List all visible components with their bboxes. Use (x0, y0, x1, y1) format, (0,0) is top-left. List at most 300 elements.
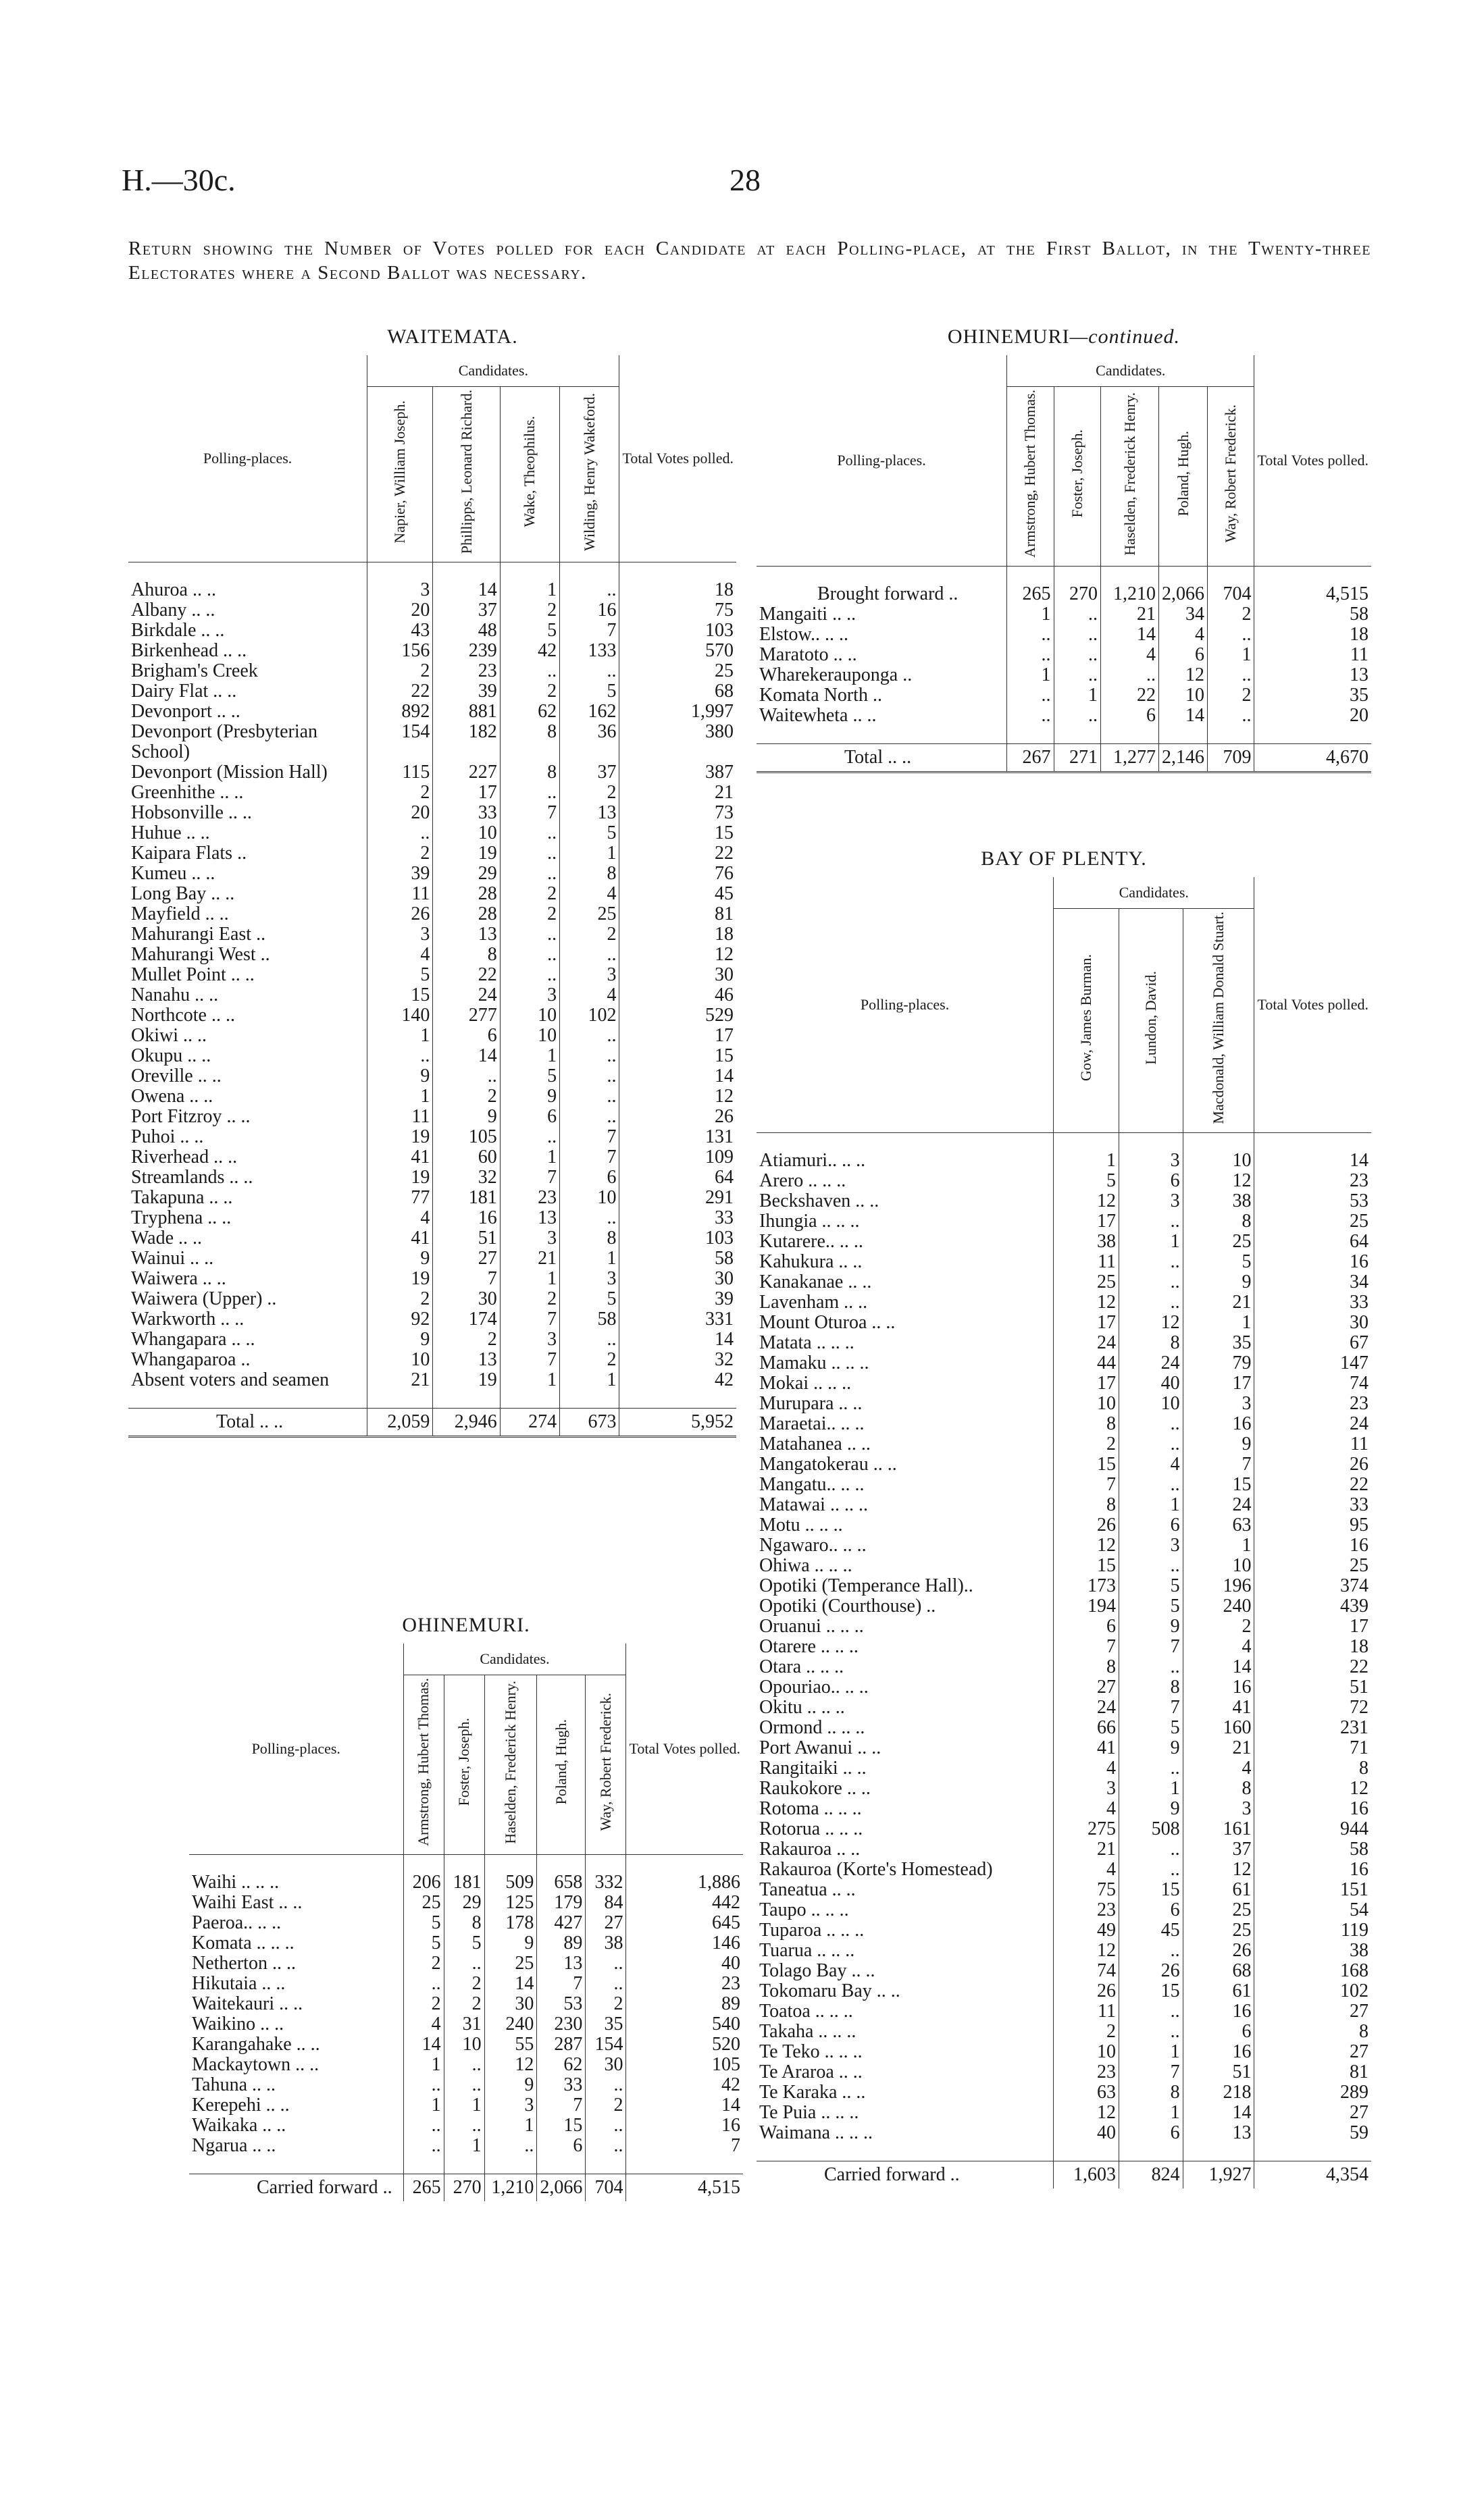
polling-place-row (757, 1941, 1371, 1961)
candidate-votes: 156 (367, 641, 433, 661)
candidate-votes: 2 (433, 1330, 500, 1350)
candidate-name: Foster, Joseph. (1068, 429, 1085, 518)
candidate-votes: 8 (1119, 2082, 1183, 2103)
polling-place-row (128, 985, 736, 1005)
candidate-votes: 6 (560, 1167, 619, 1188)
candidate-votes: 9 (1183, 1434, 1254, 1454)
polling-place-row (128, 1350, 736, 1370)
candidate-votes: 125 (484, 1893, 537, 1913)
bay-of-plenty-section (757, 847, 1371, 2188)
polling-place-name: Te Teko .. .. .. (759, 2041, 863, 2062)
candidate-votes: 17 (1054, 1211, 1119, 1232)
candidate-votes: 37 (433, 600, 500, 621)
polling-place-row (757, 1758, 1371, 1779)
candidate-votes: 14 (1100, 625, 1158, 645)
candidate-votes: 30 (433, 1289, 500, 1309)
candidate-votes: 7 (560, 1127, 619, 1147)
total-votes: 46 (619, 985, 736, 1005)
polling-place-row (128, 1005, 736, 1026)
total-votes: 30 (1254, 1313, 1371, 1333)
polling-place-row (757, 1738, 1371, 1758)
polling-place-row (128, 742, 736, 762)
candidate-votes: 2 (560, 783, 619, 803)
polling-place-name: Mangatokerau .. .. (759, 1453, 897, 1475)
candidate-votes: .. (1119, 1414, 1183, 1434)
candidate-votes: 21 (1054, 1839, 1119, 1860)
spacer-cell (367, 562, 433, 581)
candidate-votes: 2 (500, 681, 559, 702)
candidate-votes (367, 742, 433, 762)
total-votes: 33 (619, 1208, 736, 1228)
polling-place-row (757, 1151, 1371, 1171)
total-votes: 11 (1254, 645, 1371, 665)
total-votes: 4,515 (1254, 584, 1371, 604)
polling-place-name: Tolago Bay .. .. (759, 1960, 875, 1981)
spacer-row (128, 1390, 736, 1409)
polling-place-name: Te Araroa .. .. (759, 2061, 863, 2082)
candidate-votes (500, 742, 559, 762)
candidate-votes: 227 (433, 762, 500, 783)
polling-place-name: Waikaka .. .. (192, 2114, 286, 2136)
candidate-votes: 5 (1054, 1171, 1119, 1191)
polling-place-row (757, 1657, 1371, 1677)
candidate-votes: 15 (1054, 1454, 1119, 1475)
polling-place-name: Mahurangi East .. (131, 924, 266, 945)
candidate-votes: 7 (537, 1974, 586, 1994)
ohinemuri-continued-table (757, 355, 1371, 773)
total-votes: 16 (1254, 1535, 1371, 1556)
polling-place-row (757, 645, 1371, 665)
candidate-votes: 7 (1054, 1637, 1119, 1657)
spacer-cell (757, 2143, 1054, 2161)
polling-place-row (757, 685, 1371, 706)
candidate-votes: 6 (433, 1026, 500, 1046)
candidate-votes: 15 (1119, 1981, 1183, 2001)
candidate-votes: 2 (367, 661, 433, 681)
total-votes: 26 (1254, 1454, 1371, 1475)
polling-place-row (757, 1252, 1371, 1272)
candidate-votes: 19 (433, 843, 500, 864)
total-votes: 4,354 (1254, 2161, 1371, 2188)
candidate-votes: 14 (433, 580, 500, 600)
polling-place-row (757, 604, 1371, 625)
candidate-votes: 17 (1054, 1313, 1119, 1333)
candidate-votes: 9 (1119, 1738, 1183, 1758)
candidate-votes: 16 (433, 1208, 500, 1228)
polling-place-row (128, 722, 736, 742)
candidate-votes: 7 (500, 803, 559, 823)
total-votes: 34 (1254, 1272, 1371, 1292)
polling-place-row (757, 2123, 1371, 2143)
candidate-votes: 12 (1054, 1535, 1119, 1556)
return-heading: Return showing the Number of Votes polled for each Candidate at each Polling-place, at the First Ballot, in the Twenty-three Electorates where a Second Ballot was necessary. (128, 238, 1371, 284)
candidate-votes: 3 (560, 1269, 619, 1289)
total-row (128, 1409, 736, 1437)
candidate-votes: 7 (537, 2095, 586, 2116)
polling-place-name: Absent voters and seamen (131, 1369, 330, 1391)
candidate-votes: 63 (1054, 2082, 1119, 2103)
candidate-votes: 230 (537, 2014, 586, 2035)
spacer-cell (1007, 726, 1054, 744)
candidate-votes: 29 (444, 1893, 484, 1913)
polling-place-name: Okupu .. .. (131, 1045, 211, 1067)
total-votes: 54 (1254, 1900, 1371, 1920)
candidate-votes: 14 (484, 1974, 537, 1994)
candidate-votes: .. (484, 2136, 537, 2156)
candidate-votes: 8 (500, 722, 559, 742)
total-votes: 21 (619, 783, 736, 803)
spacer-cell (1254, 1132, 1371, 1151)
total-votes: 231 (1254, 1718, 1371, 1738)
polling-place-row (128, 803, 736, 823)
brought-forward-row (757, 584, 1371, 604)
candidate-votes: 824 (1119, 2161, 1183, 2188)
candidate-votes: 2,946 (433, 1409, 500, 1437)
polling-place-name: Maraetai.. .. .. (759, 1413, 865, 1434)
candidate-votes: 704 (1208, 584, 1254, 604)
candidate-votes: 1 (367, 1026, 433, 1046)
candidate-votes: 13 (433, 924, 500, 945)
polling-place-name: Whangapara .. .. (131, 1329, 255, 1350)
polling-place-row (128, 1330, 736, 1350)
total-votes: 64 (619, 1167, 736, 1188)
polling-place-row (757, 1698, 1371, 1718)
candidate-votes: 74 (1054, 1961, 1119, 1981)
candidate-votes: 115 (367, 762, 433, 783)
candidate-votes: 509 (484, 1872, 537, 1893)
spacer-row (757, 726, 1371, 744)
spacer-cell (1119, 1132, 1183, 1151)
total-votes: 151 (1254, 1880, 1371, 1900)
polling-place-name: Tuarua .. .. .. (759, 1939, 855, 1961)
polling-place-name: Matawai .. .. .. (759, 1494, 868, 1515)
candidate-votes: 15 (1119, 1880, 1183, 1900)
polling-place-row (189, 1974, 743, 1994)
section-name: OHINEMURI (947, 325, 1070, 348)
candidate-votes: 16 (1183, 1414, 1254, 1434)
candidates-header: Candidates. (1007, 355, 1254, 387)
candidate-votes: 1 (560, 1370, 619, 1390)
total-votes: 387 (619, 762, 736, 783)
polling-place-name: Te Karaka .. .. (759, 2081, 866, 2103)
polling-place-name: Birkenhead .. .. (131, 640, 247, 662)
polling-place-row (757, 625, 1371, 645)
polling-place-name: Rangitaiki .. .. (759, 1757, 867, 1779)
candidate-votes: 1 (1054, 1151, 1119, 1171)
candidate-votes: .. (586, 2136, 626, 2156)
total-votes: 380 (619, 722, 736, 742)
candidate-votes: 24 (1054, 1698, 1119, 1718)
spacer-cell (1254, 566, 1371, 584)
candidate-votes: 12 (1119, 1313, 1183, 1333)
polling-place-row (757, 2042, 1371, 2062)
polling-place-row (757, 1961, 1371, 1981)
polling-place-row (757, 1495, 1371, 1515)
candidate-votes: .. (500, 823, 559, 843)
candidate-votes: .. (1119, 1434, 1183, 1454)
total-votes: 45 (619, 884, 736, 904)
candidate-votes (560, 742, 619, 762)
candidate-votes: 4 (1119, 1454, 1183, 1475)
polling-place-name: Mount Oturoa .. .. (759, 1311, 896, 1333)
polling-place-name: Takapuna .. .. (131, 1187, 233, 1209)
candidate-votes: 9 (433, 1107, 500, 1127)
total-votes: 53 (1254, 1191, 1371, 1211)
candidate-votes: 26 (1054, 1515, 1119, 1535)
polling-place-name: Mayfield .. .. (131, 903, 229, 925)
candidate-votes: 10 (560, 1188, 619, 1208)
total-votes-header: Total Votes polled. (1254, 877, 1371, 1132)
candidate-votes: .. (367, 823, 433, 843)
candidate-votes: 4 (1183, 1637, 1254, 1657)
polling-place-row (757, 1292, 1371, 1313)
candidate-votes: 1 (484, 2116, 537, 2136)
polling-place-row (189, 2136, 743, 2156)
candidate-votes: 2 (367, 843, 433, 864)
candidate-votes: 8 (1183, 1211, 1254, 1232)
total-votes: 71 (1254, 1738, 1371, 1758)
candidate-votes: .. (1208, 665, 1254, 685)
candidate-votes: .. (500, 864, 559, 884)
total-votes: 22 (1254, 1475, 1371, 1495)
total-votes: 26 (619, 1107, 736, 1127)
polling-place-name: Greenhithe .. .. (131, 782, 244, 804)
candidate-votes: .. (560, 1208, 619, 1228)
polling-place-row (189, 2116, 743, 2136)
candidate-votes: .. (560, 1330, 619, 1350)
candidate-votes: .. (560, 945, 619, 965)
total-votes: 131 (619, 1127, 736, 1147)
candidate-votes: 28 (433, 904, 500, 924)
candidate-votes: .. (1119, 1839, 1183, 1860)
candidate-votes: 4 (1054, 1860, 1119, 1880)
polling-place-name: Rotoma .. .. .. (759, 1797, 862, 1819)
candidate-votes: 58 (560, 1309, 619, 1330)
candidate-votes: 892 (367, 702, 433, 722)
candidate-votes: 5 (560, 1289, 619, 1309)
candidate-votes: 7 (500, 1309, 559, 1330)
candidate-votes: 332 (586, 1872, 626, 1893)
spacer-row (757, 566, 1371, 584)
polling-place-name: Mokai .. .. .. (759, 1372, 852, 1394)
polling-place-row (757, 2062, 1371, 2082)
polling-place-name: Wainui .. .. (131, 1248, 214, 1269)
candidate-votes: 61 (1183, 1880, 1254, 1900)
total-votes: 75 (619, 600, 736, 621)
spacer-cell (757, 726, 1007, 744)
candidate-votes: 1,927 (1183, 2161, 1254, 2188)
candidate-votes: 79 (1183, 1353, 1254, 1373)
candidate-votes: .. (1119, 1211, 1183, 1232)
polling-place-row (757, 1617, 1371, 1637)
candidate-votes: 3 (500, 985, 559, 1005)
total-votes: 944 (1254, 1819, 1371, 1839)
candidate-votes: 22 (433, 965, 500, 985)
polling-place-row (757, 2082, 1371, 2103)
candidate-votes: 6 (1100, 706, 1158, 726)
candidate-votes: 178 (484, 1913, 537, 1933)
spacer-cell (1054, 2143, 1119, 2161)
polling-place-row (128, 1127, 736, 1147)
carried-forward-row (757, 2161, 1371, 2188)
total-votes: 25 (619, 661, 736, 681)
total-votes: 17 (619, 1026, 736, 1046)
polling-place-row (757, 1232, 1371, 1252)
candidate-votes: 1 (500, 580, 559, 600)
candidate-votes: .. (1054, 604, 1100, 625)
candidate-votes: 1 (560, 843, 619, 864)
total-votes: 1,886 (626, 1872, 743, 1893)
candidate-name: Haselden, Frederick Henry. (502, 1680, 519, 1844)
total-votes: 42 (626, 2075, 743, 2095)
polling-place-row (757, 1434, 1371, 1454)
spacer-cell (1208, 566, 1254, 584)
candidate-votes: 23 (1054, 1900, 1119, 1920)
candidate-votes: 26 (367, 904, 433, 924)
page-header (122, 162, 1371, 209)
candidate-votes: 704 (586, 2174, 626, 2201)
candidate-votes: 1 (1119, 1779, 1183, 1799)
candidate-votes: 7 (1119, 1698, 1183, 1718)
candidate-votes: .. (1119, 1860, 1183, 1880)
spacer-row (757, 2143, 1371, 2161)
polling-place-row (128, 661, 736, 681)
total-votes: 32 (619, 1350, 736, 1370)
candidate-votes: 62 (537, 2055, 586, 2075)
polling-place-row (757, 1394, 1371, 1414)
total-votes: 23 (1254, 1394, 1371, 1414)
candidate-votes: 173 (1054, 1576, 1119, 1596)
bay-of-plenty-title: BAY OF PLENTY. (981, 847, 1147, 870)
candidate-votes: 38 (1054, 1232, 1119, 1252)
candidate-votes: 10 (433, 823, 500, 843)
polling-place-name: Streamlands .. .. (131, 1167, 253, 1188)
polling-place-row (189, 2055, 743, 2075)
candidate-votes: 89 (537, 1933, 586, 1953)
candidate-votes: 14 (1183, 2103, 1254, 2123)
candidate-votes: 2 (1054, 1434, 1119, 1454)
candidate-name: Way, Robert Frederick. (596, 1693, 614, 1831)
polling-place-row (189, 2014, 743, 2035)
polling-place-row (757, 1920, 1371, 1941)
candidate-votes: 92 (367, 1309, 433, 1330)
polling-place-name: Huhue .. .. (131, 822, 210, 844)
candidate-votes: .. (403, 2116, 444, 2136)
candidate-votes: 7 (560, 1147, 619, 1167)
candidate-votes: .. (1054, 706, 1100, 726)
polling-place-name: Kanakanae .. .. (759, 1271, 872, 1292)
candidate-votes: 13 (560, 803, 619, 823)
spacer-cell (757, 566, 1007, 584)
candidate-name: Way, Robert Frederick. (1222, 404, 1239, 543)
polling-place-row (128, 1269, 736, 1289)
total-votes: 11 (1254, 1434, 1371, 1454)
candidate-votes: 38 (1183, 1191, 1254, 1211)
polling-place-name: Te Puia .. .. .. (759, 2101, 859, 2123)
polling-place-name: Hikutaia .. .. (192, 1972, 286, 1994)
candidate-votes: 22 (1100, 685, 1158, 706)
candidate-votes: 16 (1183, 1677, 1254, 1698)
candidate-votes: 19 (367, 1167, 433, 1188)
candidate-votes: .. (586, 2075, 626, 2095)
waitemata-table (128, 355, 736, 1438)
total-votes: 58 (1254, 1839, 1371, 1860)
candidate-votes: 7 (1119, 1637, 1183, 1657)
candidate-votes: 105 (433, 1127, 500, 1147)
candidate-votes: 40 (1054, 2123, 1119, 2143)
polling-place-row (189, 1913, 743, 1933)
candidate-votes: 2 (433, 1086, 500, 1107)
candidate-name: Gow, James Burman. (1077, 954, 1095, 1082)
total-votes: 25 (1254, 1211, 1371, 1232)
polling-place-row (757, 1313, 1371, 1333)
total-votes: 13 (1254, 665, 1371, 685)
spacer-cell (626, 2156, 743, 2174)
candidate-votes: 8 (433, 945, 500, 965)
polling-place-name: Toatoa .. .. .. (759, 2000, 853, 2022)
candidate-votes: 6 (1119, 1900, 1183, 1920)
polling-place-name: Mackaytown .. .. (192, 2053, 319, 2075)
total-votes: 38 (1254, 1941, 1371, 1961)
total-votes: 24 (1254, 1414, 1371, 1434)
polling-place-row (189, 1872, 743, 1893)
candidate-votes: 160 (1183, 1718, 1254, 1738)
candidate-votes: .. (1007, 625, 1054, 645)
candidate-votes: 84 (586, 1893, 626, 1913)
candidate-votes: 162 (560, 702, 619, 722)
candidate-votes: 2 (500, 1289, 559, 1309)
candidate-votes: .. (444, 1953, 484, 1974)
candidate-votes: 2,059 (367, 1409, 433, 1437)
polling-place-row (128, 762, 736, 783)
candidate-votes: 271 (1054, 743, 1100, 772)
candidate-votes: 20 (367, 803, 433, 823)
polling-place-row (757, 1880, 1371, 1900)
total-votes-header: Total Votes polled. (1254, 355, 1371, 566)
candidate-votes: 8 (560, 1228, 619, 1249)
total-votes: 67 (1254, 1333, 1371, 1353)
candidate-votes: 3 (1119, 1151, 1183, 1171)
candidate-votes: 10 (500, 1026, 559, 1046)
total-votes: 73 (619, 803, 736, 823)
candidate-votes: 270 (444, 2174, 484, 2201)
polling-place-name: Karangahake .. .. (192, 2033, 320, 2055)
polling-place-row (757, 1171, 1371, 1191)
candidate-votes: 6 (1183, 2022, 1254, 2042)
candidate-votes: 277 (433, 1005, 500, 1026)
candidate-votes: 21 (367, 1370, 433, 1390)
candidate-votes: 6 (1119, 2123, 1183, 2143)
candidate-votes: 66 (1054, 1718, 1119, 1738)
spacer-cell (1119, 2143, 1183, 2161)
candidate-votes: .. (1007, 645, 1054, 665)
total-votes: 109 (619, 1147, 736, 1167)
candidate-votes: 35 (586, 2014, 626, 2035)
candidate-votes: 196 (1183, 1576, 1254, 1596)
polling-place-name: Kumeu .. .. (131, 863, 215, 885)
total-votes: 103 (619, 621, 736, 641)
candidate-votes: 287 (537, 2035, 586, 2055)
candidate-name: Poland, Hugh. (552, 1719, 569, 1805)
polling-place-row (189, 1994, 743, 2014)
candidate-votes: 2 (500, 884, 559, 904)
total-votes: 4,515 (626, 2174, 743, 2201)
polling-place-name: Birkdale .. .. (131, 620, 225, 641)
total-votes: 14 (626, 2095, 743, 2116)
candidate-votes: .. (1119, 1941, 1183, 1961)
candidate-votes: 26 (1054, 1981, 1119, 2001)
polling-place-row (128, 1289, 736, 1309)
